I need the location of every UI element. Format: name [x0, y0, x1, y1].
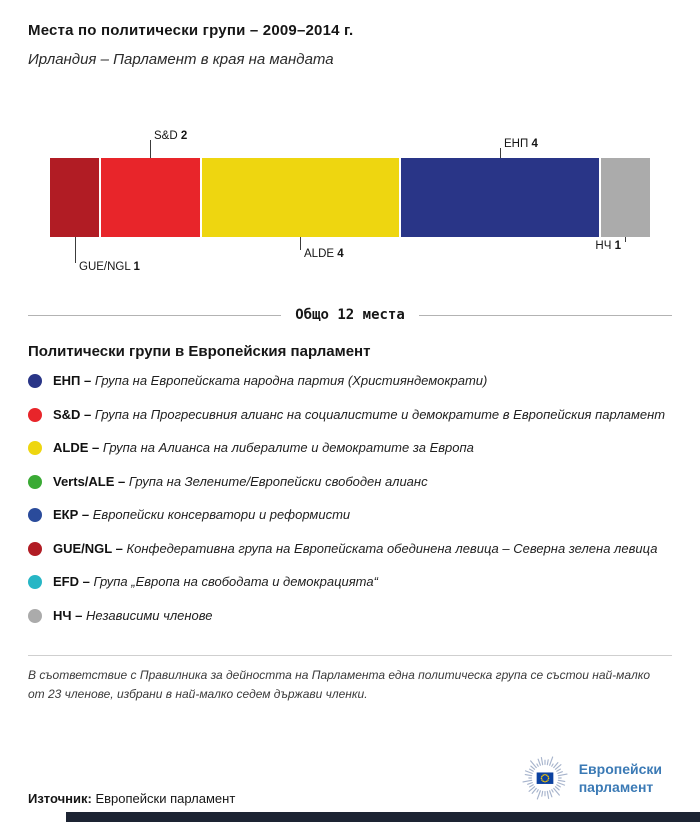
- legend-group-description: Независими членове: [86, 607, 213, 623]
- leader-line: [625, 237, 626, 242]
- leader-line: [150, 140, 151, 158]
- footnote: В съответствие с Правилника за дейността на Парламента една политическа група се състои най-малко от 23 членове, избрани в най-малко седем държави членки.: [28, 668, 651, 701]
- legend-group-description: Група на Алианса на либералите и демократите за Европа: [102, 440, 474, 455]
- legend-color-dot: [28, 575, 42, 589]
- stacked-bar: [50, 158, 650, 237]
- ep-logo-icon: [521, 754, 569, 802]
- legend-group-description: Европейски консерватори и реформисти: [92, 507, 351, 522]
- legend-item: [28, 572, 672, 592]
- legend-item-text: [53, 539, 657, 559]
- legend-group-description: Група „Европа на свободата и демокрацията“: [93, 574, 378, 589]
- legend-item: [28, 371, 672, 391]
- legend-item: [28, 438, 672, 458]
- bar-segment-S&D: [101, 158, 200, 237]
- legend-color-dot: [28, 475, 42, 489]
- legend-item: [28, 505, 672, 525]
- legend-color-dot: [28, 374, 42, 388]
- total-seats-label: Общо 12 места: [295, 307, 405, 323]
- bar-labels-top: [50, 116, 650, 158]
- bar-segment-ЕНП: [401, 158, 598, 237]
- page-subtitle: Ирландия – Парламент в края на мандата: [28, 51, 334, 68]
- divider-line-right: [419, 315, 672, 316]
- legend-group-description: Група на Зелените/Европейски свободен алианс: [128, 473, 428, 489]
- page-title: Места по политически групи – 2009–2014 г.: [28, 22, 354, 39]
- legend-item: [28, 606, 672, 626]
- legend-item-text: [53, 371, 487, 391]
- legend-color-dot: [28, 542, 42, 556]
- ep-logo-text-line2: парламент: [578, 779, 654, 795]
- legend-item-text: [53, 606, 213, 626]
- legend-group-description: Група на Европейската народна партия (Християндемократи): [94, 373, 488, 388]
- legend-color-dot: [28, 441, 42, 455]
- legend-item: [28, 472, 672, 492]
- bar-segment-НЧ: [601, 158, 650, 237]
- legend-color-dot: [28, 408, 42, 422]
- legend-group-description: Конфедеративна група на Европейската обединена левица – Северна зелена левица: [126, 540, 658, 556]
- ep-logo-text-line1: Европейски: [578, 760, 662, 777]
- legend-color-dot: [28, 508, 42, 522]
- legend-title: Политически групи в Европейския парламент: [28, 343, 371, 360]
- ep-logo-text: [579, 760, 662, 796]
- legend-group-name: EFD –: [53, 574, 90, 589]
- bar-label-text: ЕНП 4: [504, 138, 538, 150]
- divider-line-left: [28, 315, 281, 316]
- seats-chart: [50, 116, 650, 283]
- bar-label-text: ALDE 4: [304, 248, 344, 260]
- bar-segment-GUE/NGL: [50, 158, 99, 237]
- source-line: [28, 791, 235, 806]
- legend: [28, 371, 672, 625]
- legend-item-text: [53, 405, 665, 425]
- bar-segment-ALDE: [202, 158, 399, 237]
- header: [0, 0, 700, 68]
- legend-item-text: [53, 505, 350, 525]
- legend-group-name: ЕКР –: [53, 507, 90, 522]
- legend-group-name: ЕНП –: [53, 373, 92, 388]
- leader-line: [300, 237, 301, 250]
- legend-group-name: НЧ –: [53, 607, 83, 623]
- bar-label-text: GUE/NGL 1: [79, 261, 140, 273]
- footer-divider: [28, 655, 672, 656]
- legend-group-name: S&D –: [53, 406, 92, 422]
- bar-label-text: S&D 2: [154, 130, 188, 142]
- legend-item-text: [53, 472, 428, 492]
- legend-group-name: Verts/ALE –: [53, 473, 126, 489]
- bar-labels-bottom: [50, 237, 650, 283]
- bar-label-text: НЧ 1: [595, 240, 621, 252]
- leader-line: [500, 148, 501, 158]
- ep-logo: [521, 754, 662, 802]
- legend-color-dot: [28, 609, 42, 623]
- bottom-accent-bar: [66, 812, 700, 822]
- total-seats-divider: [28, 307, 672, 323]
- legend-group-name: ALDE –: [53, 440, 100, 455]
- source-value: Европейски парламент: [95, 791, 236, 806]
- leader-line: [75, 237, 76, 263]
- source-label: Източник:: [28, 791, 92, 806]
- legend-item-text: [53, 438, 474, 458]
- legend-group-description: Група на Прогресивния алианс на социалистите и демократите в Европейския парламент: [94, 406, 666, 422]
- legend-item: [28, 539, 672, 559]
- legend-item: [28, 405, 672, 425]
- legend-item-text: [53, 572, 378, 592]
- legend-group-name: GUE/NGL –: [53, 540, 123, 556]
